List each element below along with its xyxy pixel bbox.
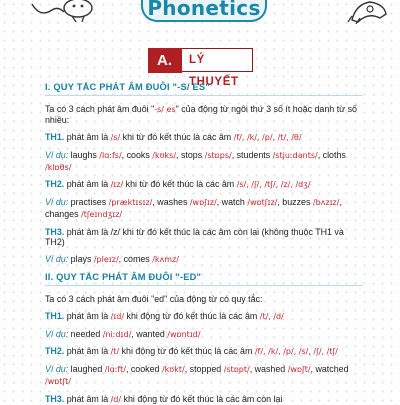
example-tag: Ví dụ: — [45, 254, 69, 265]
rocket-doodle-icon — [346, 0, 390, 24]
section-letter: A. — [157, 51, 172, 69]
ipa-sounds: /t/, /d/ — [259, 311, 284, 321]
ipa: /kʊkt/ — [161, 365, 185, 375]
case-1-ed — [45, 311, 363, 323]
example-tag: Ví dụ: — [45, 328, 69, 339]
ipa: /niːdɪd/ — [102, 329, 132, 339]
case-text: phát âm là — [64, 310, 111, 321]
ipa: /wɒʃɪz/ — [189, 198, 217, 208]
example-2-ed — [45, 364, 363, 387]
ipa: /t/ — [110, 347, 120, 357]
word: , wanted — [131, 328, 168, 339]
case-text: khi động từ đó kết thúc là các âm — [124, 310, 260, 321]
ipa: /wɒʃt/ — [287, 365, 311, 375]
ipa: /lɑːft/ — [104, 365, 126, 375]
ipa: /tʃeɪndʒɪz/ — [81, 209, 123, 219]
ipa-sounds: /s/, /ʃ/, /tʃ/, /z/, /dʒ/ — [236, 180, 311, 190]
example-1-s — [45, 150, 363, 173]
case-tag: TH2. — [45, 346, 65, 357]
word: laughed — [68, 364, 105, 375]
word: , stopped — [184, 364, 224, 375]
case-1-s — [45, 132, 363, 144]
word: , watch — [216, 197, 248, 208]
example-1-ed — [45, 329, 363, 341]
word: , comes — [118, 254, 153, 265]
ipa: /lɑːfs/ — [99, 150, 122, 160]
page-title: Phonetics — [147, 0, 261, 20]
case-text: phát âm là — [64, 393, 111, 404]
case-text: phát âm là /z/ khi từ đó kết thúc là các âm còn lại (không thuộc TH1 và TH2) — [45, 226, 344, 248]
case-tag: TH3. — [45, 226, 65, 237]
section-letter-box — [148, 48, 182, 73]
ipa: /kʌmz/ — [152, 255, 179, 265]
ipa: /kʊks/ — [152, 150, 177, 160]
intro-ed: Ta có 3 cách phát âm đuôi "ed" của động từ có quy tắc: — [45, 293, 263, 304]
example-tag: Ví dụ: — [45, 197, 69, 208]
case-text: khi động từ đó kết thúc là các âm — [119, 346, 255, 357]
ipa: /pleɪz/ — [93, 255, 119, 265]
case-tag: TH1. — [45, 132, 65, 143]
word: , buzzes — [277, 197, 313, 208]
word: , cloths — [317, 149, 346, 160]
heading-ed: II. QUY TẮC PHÁT ÂM ĐUÔI "-ED" — [45, 272, 363, 286]
section-title: LÝ THUYẾT — [189, 54, 239, 88]
ipa: /wɒtʃɪz/ — [247, 198, 278, 208]
ipa: /stɒps/ — [204, 150, 232, 160]
example-2-s — [45, 197, 363, 220]
ipa-sounds: /f/, /k/, /p/, /t/, /θ/ — [233, 133, 302, 143]
case-text: khi động từ đó kết thúc là các âm còn lại — [121, 393, 283, 404]
word: needed — [68, 328, 103, 339]
section-banner — [148, 48, 253, 88]
word: , washes — [152, 197, 190, 208]
case-tag: TH3. — [45, 393, 65, 404]
ipa: /bʌzɪz/ — [312, 198, 340, 208]
case-text: khi từ đó kết thúc là các âm — [123, 179, 237, 190]
ipa: /klɒθs/ — [45, 162, 72, 172]
ipa: /s/ — [110, 133, 121, 143]
ipa: /ɪd/ — [110, 311, 125, 321]
word: practises — [68, 197, 109, 208]
word: , stops — [176, 149, 205, 160]
case-3-s — [45, 227, 363, 248]
case-2-s — [45, 179, 363, 191]
cartoon-doodle-icon — [30, 0, 100, 22]
ipa: /wɒntɪd/ — [167, 329, 201, 339]
suffix: -s/ es — [154, 104, 176, 114]
title-banner — [141, 0, 267, 22]
word: , washed — [249, 364, 288, 375]
ipa: /d/ — [110, 394, 122, 404]
word: , cooks — [121, 149, 153, 160]
example-tag: Ví dụ: — [45, 149, 69, 160]
ipa: /stjuːdənts/ — [272, 150, 318, 160]
case-tag: TH1. — [45, 310, 65, 321]
intro-text: Ta có 3 cách phát âm đuôi " — [45, 103, 155, 114]
ipa: /ɪz/ — [110, 180, 124, 190]
word: , watched — [310, 364, 349, 375]
case-tag: TH2. — [45, 179, 65, 190]
ipa: /wɒtʃt/ — [45, 376, 71, 386]
ipa-sounds: /f/, /k/, /p/, /s/, /ʃ/, /tʃ/ — [254, 347, 338, 357]
case-text: phát âm là — [64, 179, 111, 190]
word: , students — [231, 149, 273, 160]
intro-text: " của động từ ngôi thứ 3 số ít hoặc danh từ số nhiều: — [45, 103, 357, 126]
case-3-ed — [45, 394, 363, 405]
ipa: /stɒpt/ — [223, 365, 250, 375]
case-text: phát âm là — [64, 132, 111, 143]
word: , changes — [45, 197, 342, 219]
word: laughs — [68, 149, 100, 160]
case-2-ed — [45, 346, 363, 358]
case-text: phát âm là — [64, 346, 111, 357]
example-3-s — [45, 254, 363, 266]
heading-s-es: I. QUY TẮC PHÁT ÂM ĐUÔI "-S/ ES" — [45, 82, 363, 96]
case-text: khi từ đó kết thúc là các âm — [120, 132, 234, 143]
word: , cooked — [125, 364, 162, 375]
example-tag: Ví dụ: — [45, 364, 69, 375]
theory-content — [45, 82, 363, 405]
intro-s-es — [45, 104, 363, 126]
ipa: /præktɪsɪz/ — [108, 198, 153, 208]
word: plays — [68, 254, 94, 265]
